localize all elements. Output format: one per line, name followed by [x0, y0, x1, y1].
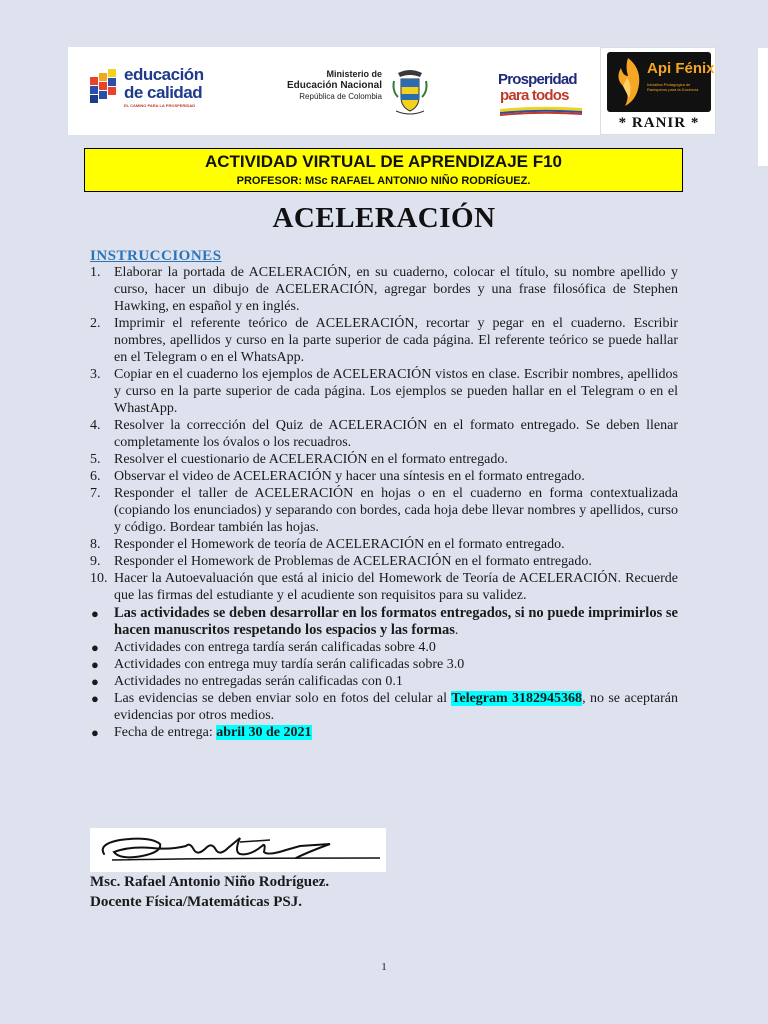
instructions-list: [90, 264, 678, 741]
bullet-icon: ●: [91, 640, 99, 655]
educacion-tagline: EL CAMINO PARA LA PROSPERIDAD: [124, 103, 196, 108]
item-text: Resolver la corrección del Quiz de ACELERACIÓN en el formato entregado. Se deben llenar completamente los óvalos o los recuadros.: [114, 418, 678, 450]
list-item: [90, 366, 678, 417]
item-number: 9.: [90, 554, 101, 569]
colombia-coat-of-arms-icon: [390, 67, 430, 117]
api-fenix-badge: [607, 52, 715, 112]
handwritten-signature-icon: [90, 828, 386, 872]
api-fenix-logo: [600, 47, 716, 135]
api-fenix-text: Api Fénix: [647, 60, 715, 77]
bullet-text-bold: Las actividades se deben desarrollar en los formatos entregados, si no puede imprimirlos se hacen manuscritos respetando los espacios y las formas: [114, 605, 678, 638]
page-title: ACELERACIÓN: [272, 202, 496, 234]
bullet-item: [90, 605, 678, 639]
list-item: [90, 451, 678, 468]
item-text: Responder el Homework de teoría de ACELERACIÓN en el formato entregado.: [114, 537, 565, 552]
prosperidad-para-todos-logo: [496, 67, 586, 115]
bullet-text: Actividades no entregadas serán calificadas con 0.1: [114, 674, 403, 689]
ministerio-educacion-logo: [280, 67, 440, 117]
list-item: [90, 485, 678, 536]
telegram-number-highlight: Telegram 3182945368: [451, 691, 583, 706]
list-item: [90, 264, 678, 315]
page-number: 1: [381, 961, 387, 973]
list-item: [90, 417, 678, 451]
bullet-item: [90, 639, 678, 656]
bullet-text: , no se aceptarán evidencias por otros medios.: [114, 691, 678, 723]
list-item: [90, 468, 678, 485]
ministerio-line1: Ministerio de: [326, 69, 382, 79]
item-number: 3.: [90, 367, 101, 382]
prosperidad-text: Prosperidad: [498, 71, 577, 88]
list-item: [90, 536, 678, 553]
item-text: Hacer la Autoevaluación que está al inicio del Homework de Teoría de ACELERACIÓN. Recuerde que las firmas del estudiante y el acudiente son requisitos para su validez.: [114, 571, 678, 603]
list-item: [90, 315, 678, 366]
item-number: 5.: [90, 452, 101, 467]
bullet-item: [90, 724, 678, 741]
signature-image: [90, 828, 386, 872]
educacion-de-calidad-logo: [90, 65, 225, 115]
adjacent-page-edge: [758, 48, 768, 166]
item-text: Elaborar la portada de ACELERACIÓN, en su cuaderno, colocar el título, su nombre apellido y curso, hacer un dibujo de ACELERACIÓN, agregar bordes y una frase filosófica de Stephen Hawking, en español y en inglés.: [114, 265, 678, 314]
de-calidad-text: de calidad: [124, 83, 203, 102]
item-text: Observar el video de ACELERACIÓN y hacer una síntesis en el formato entregado.: [114, 469, 585, 484]
educacion-cubes-icon: [90, 69, 120, 107]
item-text: Responder el taller de ACELERACIÓN en hojas o en el cuaderno en forma contextualizada (copiando los enunciados) y separando con bordes, cada hoja debe llevar nombres y apellidos, curso y código. Bordear también las hojas.: [114, 486, 678, 535]
bullet-item: [90, 690, 678, 724]
bullet-text-end: .: [454, 623, 459, 638]
ministerio-line3: República de Colombia: [299, 92, 382, 101]
bullet-icon: ●: [91, 657, 99, 672]
bullet-text: Fecha de entrega:: [114, 725, 217, 740]
bullet-text: Actividades con entrega tardía serán calificadas sobre 4.0: [114, 640, 436, 655]
item-text: Responder el Homework de Problemas de ACELERACIÓN en el formato entregado.: [114, 554, 592, 569]
bullet-icon: ●: [91, 606, 99, 621]
activity-title: ACTIVIDAD VIRTUAL DE APRENDIZAJE F10: [204, 152, 563, 171]
educacion-text: educación: [124, 65, 204, 84]
phoenix-flame-icon: [611, 56, 645, 108]
list-item: [90, 570, 678, 604]
item-number: 1.: [90, 265, 101, 280]
item-number: 10.: [90, 571, 108, 586]
ranir-label: * RANIR *: [618, 115, 700, 131]
bullet-icon: ●: [91, 674, 99, 689]
para-todos-text: para todos: [500, 87, 569, 104]
item-text: Copiar en el cuaderno los ejemplos de ACELERACIÓN vistos en clase. Escribir nombres, apellidos y curso en la parte superior de cada página. Los ejemplos se pueden hallar en el Telegram o en el WhastApp.: [114, 367, 678, 416]
item-number: 2.: [90, 316, 101, 331]
due-date-highlight: abril 30 de 2021: [216, 725, 312, 740]
item-text: Resolver el cuestionario de ACELERACIÓN en el formato entregado.: [114, 452, 508, 467]
prosperidad-flag-swoosh-icon: [500, 105, 582, 117]
bullet-text: Las evidencias se deben enviar solo en fotos del celular al: [114, 691, 452, 706]
bullet-icon: ●: [91, 725, 99, 740]
item-number: 4.: [90, 418, 101, 433]
bullet-text: Actividades con entrega muy tardía serán calificadas sobre 3.0: [114, 657, 465, 672]
item-number: 6.: [90, 469, 101, 484]
professor-line: PROFESOR: MSc RAFAEL ANTONIO NIÑO RODRÍGUEZ.: [236, 175, 531, 187]
api-fenix-tagline: Iniciativa Pedagógica de Ranisperos para la Docencia: [647, 82, 699, 92]
bullet-item: [90, 673, 678, 690]
item-text: Imprimir el referente teórico de ACELERACIÓN, recortar y pegar en el cuaderno. Escribir nombres, apellidos y curso en la parte superior de cada página. El referente teórico se puede hallar en el Telegram o en el WhatsApp.: [114, 316, 678, 365]
signer-name: Msc. Rafael Antonio Niño Rodríguez.: [90, 874, 330, 890]
ministerio-line2: Educación Nacional: [286, 80, 382, 91]
activity-banner: [84, 148, 683, 192]
instructions-heading: INSTRUCCIONES: [90, 248, 222, 264]
item-number: 8.: [90, 537, 101, 552]
list-item: [90, 553, 678, 570]
bullet-item: [90, 656, 678, 673]
item-number: 7.: [90, 486, 101, 501]
signer-role: Docente Física/Matemáticas PSJ.: [90, 894, 303, 910]
bullet-icon: ●: [91, 691, 99, 706]
